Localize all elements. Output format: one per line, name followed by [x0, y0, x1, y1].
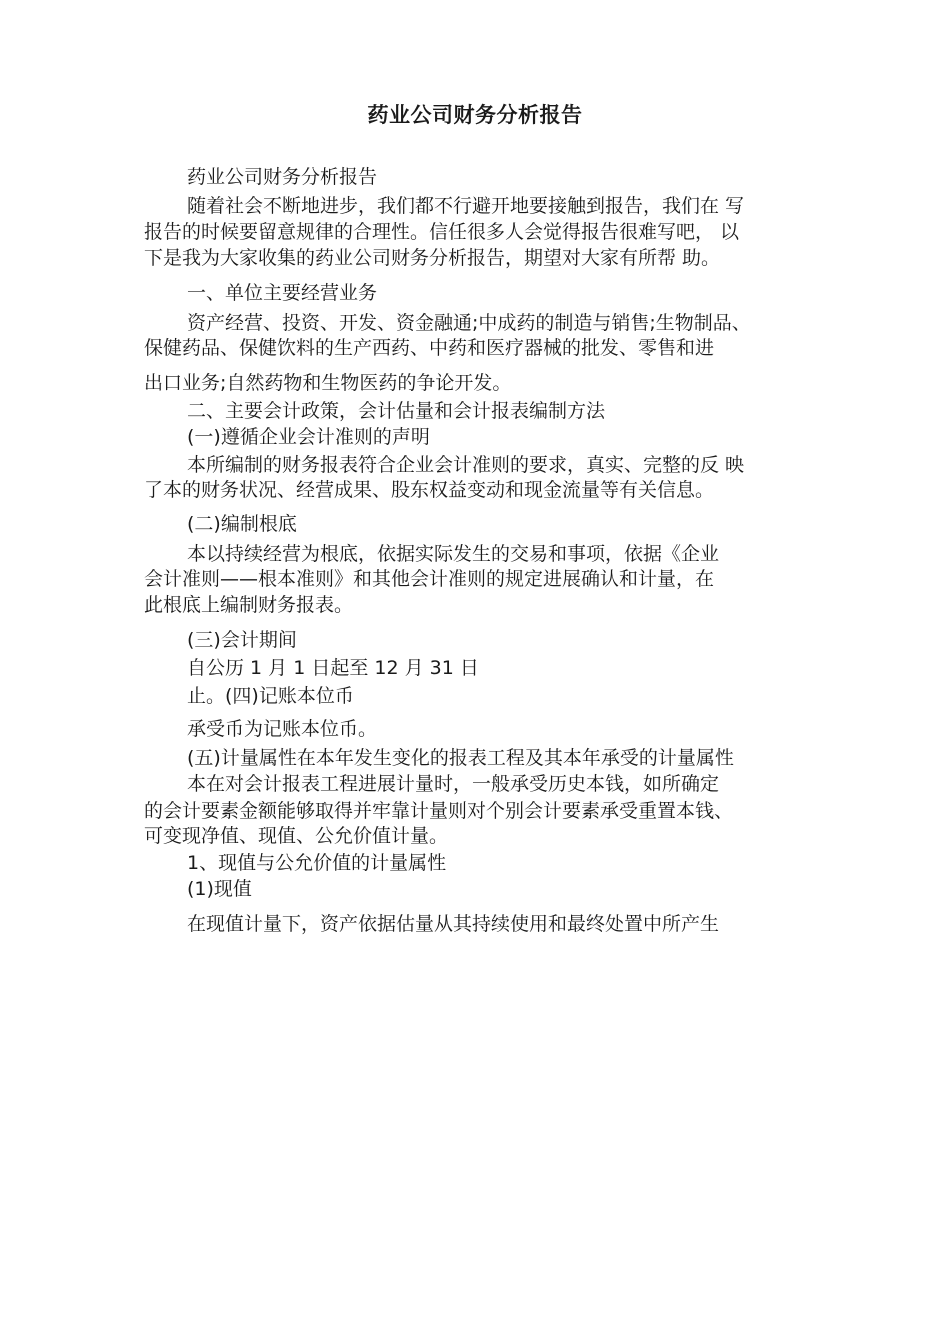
paragraph-line: 报告的时候要留意规律的合理性。信任很多人会觉得报告很难写吧， 以 — [144, 221, 740, 243]
document-title: 药业公司财务分析报告 — [367, 103, 583, 127]
paragraph-line: 本所编制的财务报表符合企业会计准则的要求，真实、完整的反 映 — [187, 454, 745, 476]
paragraph-line: 会计准则——根本准则》和其他会计准则的规定进展确认和计量，在 — [144, 568, 715, 590]
paragraph-line: 此根底上编制财务报表。 — [144, 594, 354, 616]
subsection-heading: (三)会计期间 — [187, 629, 297, 651]
paragraph-line: 本以持续经营为根底，依据实际发生的交易和事项，依据《企业 — [187, 543, 720, 565]
paragraph-line: 随着社会不断地进步，我们都不行避开地要接触到报告，我们在 写 — [187, 195, 745, 217]
paragraph-line: 本在对会计报表工程进展计量时，一般承受历史本钱，如所确定 — [187, 773, 720, 795]
paragraph-line: 止。(四)记账本位币 — [187, 685, 354, 707]
paragraph-line: 出口业务;自然药物和生物医药的争论开发。 — [144, 372, 512, 394]
paragraph-line: 的会计要素金额能够取得并牢靠计量则对个别会计要素承受重置本钱、 — [144, 800, 734, 822]
paragraph-line: 了本的财务状况、经营成果、股东权益变动和现金流量等有关信息。 — [144, 479, 715, 501]
paragraph-line: 在现值计量下，资产依据估量从其持续使用和最终处置中所产生 — [187, 913, 720, 935]
paragraph-line: 资产经营、投资、开发、资金融通;中成药的制造与销售;生物制品、 — [187, 312, 751, 334]
subsection-heading: (一)遵循企业会计准则的声明 — [187, 426, 430, 448]
paragraph-line: 可变现净值、现值、公允价值计量。 — [144, 825, 449, 847]
paragraph-line: 承受币为记账本位币。 — [187, 718, 378, 740]
paragraph-line: 下是我为大家收集的药业公司财务分析报告，期望对大家有所帮 助。 — [144, 247, 721, 269]
subsection-heading: (二)编制根底 — [187, 513, 297, 535]
subsection-heading: 1、现值与公允价值的计量属性 — [187, 852, 447, 874]
paragraph-line: 自公历 1 月 1 日起至 12 月 31 日 — [187, 657, 479, 679]
subsection-heading: (1)现值 — [187, 878, 252, 900]
paragraph-line: 保健药品、保健饮料的生产西药、中药和医疗器械的批发、零售和进 — [144, 337, 715, 359]
section-heading: 一、单位主要经营业务 — [187, 282, 378, 304]
paragraph-line: 药业公司财务分析报告 — [187, 166, 378, 188]
section-heading: 二、主要会计政策，会计估量和会计报表编制方法 — [187, 400, 606, 422]
subsection-heading: (五)计量属性在本年发生变化的报表工程及其本年承受的计量属性 — [187, 747, 734, 769]
